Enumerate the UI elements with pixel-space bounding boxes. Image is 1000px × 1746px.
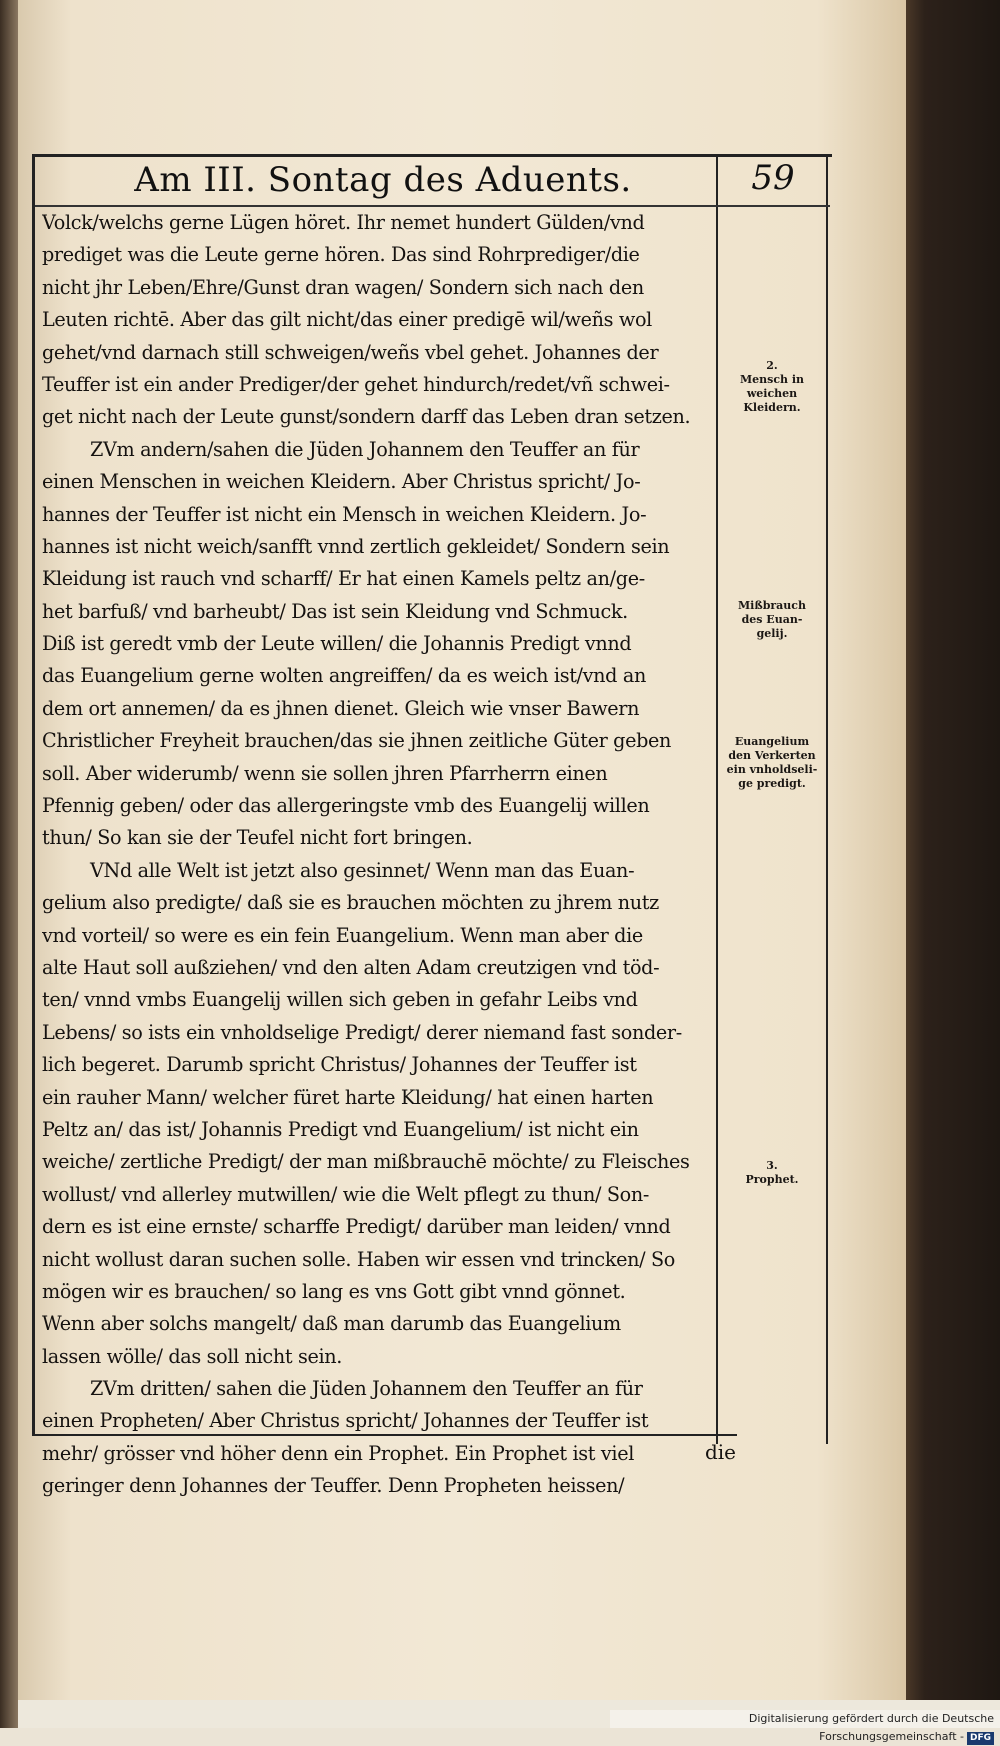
text-line: Wenn aber solchs mangelt/ daß man darumb das Euangelium: [42, 1312, 621, 1336]
text-line: dem ort annemen/ da es jhnen dienet. Gleich wie vnser Bawern: [42, 696, 640, 720]
frame-rule-right: [826, 154, 828, 1444]
text-line: das Euangelium gerne wolten angreiffen/ da es weich ist/vnd an: [42, 664, 646, 688]
folio-number: 59: [751, 158, 795, 198]
text-line: Kleidung ist rauch vnd scharff/ Er hat einen Kamels peltz an/ge-: [42, 567, 645, 591]
text-line: dern es ist eine ernste/ scharffe Predigt/ darüber man leiden/ vnnd: [42, 1215, 671, 1239]
text-line: Leuten richtē. Aber das gilt nicht/das einer predigē wil/weñs wol: [42, 308, 652, 332]
book-binding-edge: [0, 0, 18, 1728]
margin-note-line: des Euan-: [741, 613, 803, 626]
text-line: ZVm dritten/ sahen die Jüden Johannem den Teuffer an für: [90, 1377, 643, 1401]
margin-note-line: Prophet.: [745, 1173, 799, 1186]
footer-credit-text: Digitalisierung gefördert durch die Deutsche Forschungsgemeinschaft -: [748, 1712, 994, 1743]
margin-note-line: Euangelium: [734, 735, 810, 748]
catchword: die: [704, 1440, 736, 1464]
text-line: het barfuß/ vnd barheubt/ Das ist sein Kleidung vnd Schmuck.: [42, 599, 628, 623]
margin-note: [720, 599, 824, 641]
margin-note-line: Mißbrauch: [737, 599, 807, 612]
digitization-footer: [610, 1710, 1000, 1743]
text-line: thun/ So kan sie der Teufel nicht fort bringen.: [42, 826, 473, 850]
text-line: Peltz an/ das ist/ Johannis Predigt vnd Euangelium/ ist nicht ein: [42, 1117, 639, 1141]
text-line: wollust/ vnd allerley mutwillen/ wie die Welt pflegt zu thun/ Son-: [42, 1182, 650, 1206]
text-line: Teuffer ist ein ander Prediger/der gehet hindurch/redet/vñ schwei-: [42, 372, 670, 396]
margin-note-line: weichen: [746, 387, 798, 400]
text-line: mögen wir es brauchen/ so lang es vns Gott gibt vnnd gönnet.: [42, 1279, 626, 1303]
text-line: mehr/ grösser vnd höher denn ein Prophet. Ein Prophet ist viel: [42, 1441, 634, 1465]
text-line: lich begeret. Darumb spricht Christus/ Johannes der Teuffer ist: [42, 1053, 637, 1077]
margin-note-line: gelij.: [756, 627, 788, 640]
text-line: alte Haut soll außziehen/ vnd den alten Adam creutzigen vnd töd-: [42, 955, 660, 979]
margin-note: [720, 735, 824, 791]
body-text-block: [42, 207, 714, 1503]
frame-rule-top: [32, 154, 832, 157]
text-line: ZVm andern/sahen die Jüden Johannem den Teuffer an für: [90, 437, 640, 461]
text-line: get nicht nach der Leute gunst/sondern darff das Leben dran setzen.: [42, 405, 691, 429]
margin-note-line: ein vnholdseli-: [726, 763, 818, 776]
margin-note-line: ge predigt.: [738, 777, 806, 790]
text-line: lassen wölle/ das soll nicht sein.: [42, 1344, 342, 1368]
text-line: geringer denn Johannes der Teuffer. Denn Propheten heissen/: [42, 1474, 625, 1498]
text-line: hannes ist nicht weich/sanfft vnnd zertlich gekleidet/ Sondern sein: [42, 534, 670, 558]
text-line: nicht jhr Leben/Ehre/Gunst dran wagen/ Sondern sich nach den: [42, 275, 644, 299]
text-line: weiche/ zertliche Predigt/ der man mißbrauchē möchte/ zu Fleisches: [42, 1150, 690, 1174]
text-line: gehet/vnd darnach still schweigen/weñs vbel gehet. Johannes der: [42, 340, 659, 364]
frame-rule-left: [32, 154, 35, 1434]
text-line: VNd alle Welt ist jetzt also gesinnet/ Wenn man das Euan-: [90, 858, 635, 882]
text-line: einen Propheten/ Aber Christus spricht/ Johannes der Teuffer ist: [42, 1409, 649, 1433]
margin-note-line: Kleidern.: [743, 401, 801, 414]
dfg-logo: DFG: [967, 1732, 994, 1745]
text-line: ein rauher Mann/ welcher füret harte Kleidung/ hat einen harten: [42, 1085, 654, 1109]
margin-note-line: den Verkerten: [728, 749, 816, 762]
margin-note-line: 3.: [766, 1159, 778, 1172]
text-line: ten/ vnnd vmbs Euangelij willen sich geben in gefahr Leibs vnd: [42, 988, 638, 1012]
text-line: gelium also predigte/ daß sie es brauchen möchten zu jhrem nutz: [42, 891, 659, 915]
book-page: [18, 0, 906, 1700]
margin-note-line: 2.: [766, 359, 778, 372]
margin-note: [720, 1159, 824, 1187]
page-edge-shadow: [906, 0, 1000, 1700]
text-line: hannes der Teuffer ist nicht ein Mensch in weichen Kleidern. Jo-: [42, 502, 647, 526]
text-line: Pfennig geben/ oder das allergeringste vmb des Euangelij willen: [42, 794, 650, 818]
text-line: Diß ist geredt vmb der Leute willen/ die Johannis Predigt vnnd: [42, 632, 632, 656]
text-line: einen Menschen in weichen Kleidern. Aber Christus spricht/ Jo-: [42, 470, 641, 494]
text-line: soll. Aber widerumb/ wenn sie sollen jhren Pfarrherrn einen: [42, 761, 608, 785]
text-line: nicht wollust daran suchen solle. Haben wir essen vnd trincken/ So: [42, 1247, 675, 1271]
margin-note: [720, 359, 824, 415]
text-line: Lebens/ so ists ein vnholdselige Predigt/ derer niemand fast sonder-: [42, 1020, 682, 1044]
margin-note-line: Mensch in: [739, 373, 805, 386]
text-line: vnd vorteil/ so were es ein fein Euangelium. Wenn man aber die: [42, 923, 643, 947]
text-line: Volck/welchs gerne Lügen höret. Ihr nemet hundert Gülden/vnd: [42, 211, 645, 234]
text-line: Christlicher Freyheit brauchen/das sie jhnen zeitliche Güter geben: [42, 729, 672, 753]
text-line: prediget was die Leute gerne hören. Das sind Rohrprediger/die: [42, 243, 640, 267]
running-head: Am III. Sontag des Aduents.: [134, 160, 632, 200]
margin-divider-rule: [716, 154, 718, 1444]
